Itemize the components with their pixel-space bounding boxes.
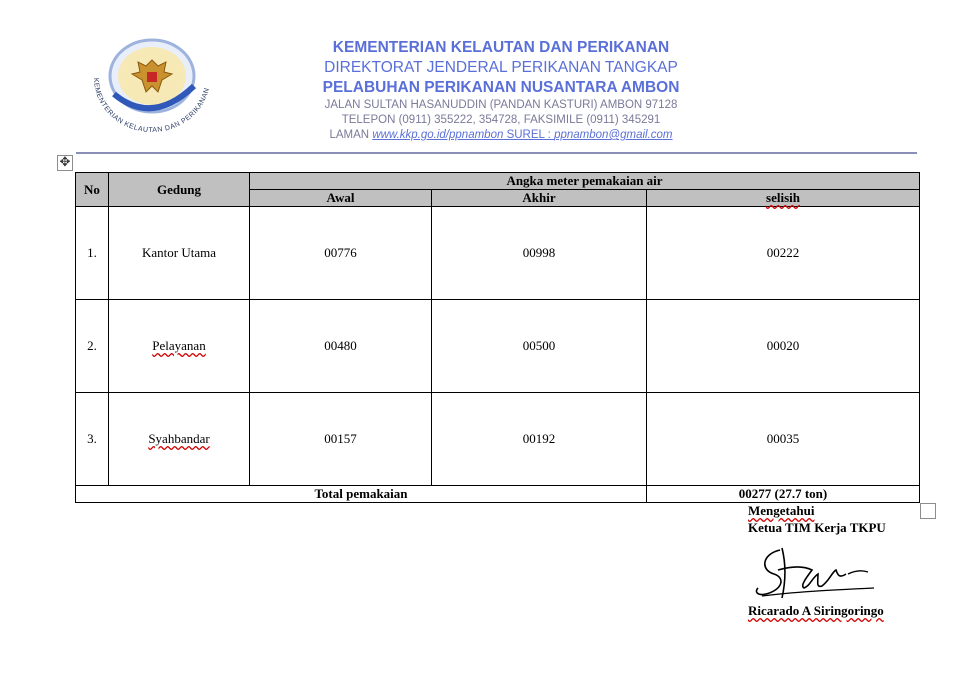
start-reading: 00776	[250, 207, 432, 300]
end-reading: 00192	[432, 393, 647, 486]
meter-group-label: Angka meter pemakaian air	[506, 173, 663, 188]
directorate-name: DIREKTORAT JENDERAL PERIKANAN TANGKAP	[324, 59, 678, 76]
col-header-difference	[647, 190, 920, 207]
col-header-no: No	[76, 173, 109, 207]
table-resize-handle-icon[interactable]	[920, 503, 936, 519]
letterhead-divider	[76, 152, 917, 154]
total-value: 00277 (27.7 ton)	[647, 486, 920, 503]
total-label: Total pemakaian	[76, 486, 647, 503]
building-name	[109, 300, 250, 393]
phone-line: TELEPON (0911) 355222, 354728, FAKSIMILE (0911) 345291	[341, 114, 661, 126]
building-name	[109, 393, 250, 486]
table-row	[76, 393, 920, 486]
ministry-name: KEMENTERIAN KELAUTAN DAN PERIKANAN	[332, 39, 670, 56]
table-row	[76, 207, 920, 300]
email-link[interactable]: ppnambon@gmail.com	[554, 129, 673, 141]
difference-value: 00020	[647, 300, 920, 393]
acknowledged-label	[748, 502, 886, 519]
table-row	[76, 300, 920, 393]
acknowledged-text: Mengetahui	[748, 503, 815, 518]
difference-label: selisih	[766, 190, 800, 205]
port-name: PELABUHAN PERIKANAN NUSANTARA AMBON	[322, 79, 680, 96]
row-number: 3.	[76, 393, 109, 486]
total-row	[76, 486, 920, 503]
building-name-text: Syahbandar	[148, 431, 210, 446]
difference-value: 00035	[647, 393, 920, 486]
address-line: JALAN SULTAN HASANUDDIN (PANDAN KASTURI) AMBON 97128	[324, 99, 678, 111]
table-move-handle-icon[interactable]: ✥	[57, 155, 73, 171]
col-header-start: Awal	[250, 190, 432, 207]
email-prefix: SUREL :	[503, 129, 555, 141]
signer-name	[748, 603, 884, 619]
logo-ring-text: KEMENTERIAN KELAUTAN DAN PERIKANAN	[91, 77, 211, 135]
signature-block	[748, 502, 886, 536]
end-reading: 00500	[432, 300, 647, 393]
col-header-meter-group	[250, 173, 920, 190]
letterhead	[300, 38, 702, 143]
col-header-end: Akhir	[432, 190, 647, 207]
start-reading: 00480	[250, 300, 432, 393]
row-number: 1.	[76, 207, 109, 300]
building-name: Kantor Utama	[109, 207, 250, 300]
signer-title: Ketua TIM Kerja TKPU	[748, 520, 886, 535]
end-reading: 00998	[432, 207, 647, 300]
web-line	[300, 128, 702, 143]
website-link[interactable]: www.kkp.go.id/ppnambon	[372, 129, 504, 141]
col-header-building: Gedung	[109, 173, 250, 207]
signer-name-text: Ricarado A Siringoringo	[748, 603, 884, 618]
web-prefix: LAMAN	[329, 129, 373, 141]
row-number: 2.	[76, 300, 109, 393]
handwritten-signature	[752, 540, 882, 604]
difference-value: 00222	[647, 207, 920, 300]
building-name-text: Pelayanan	[152, 338, 206, 353]
ministry-logo	[84, 34, 218, 138]
water-usage-table	[75, 172, 920, 503]
start-reading: 00157	[250, 393, 432, 486]
